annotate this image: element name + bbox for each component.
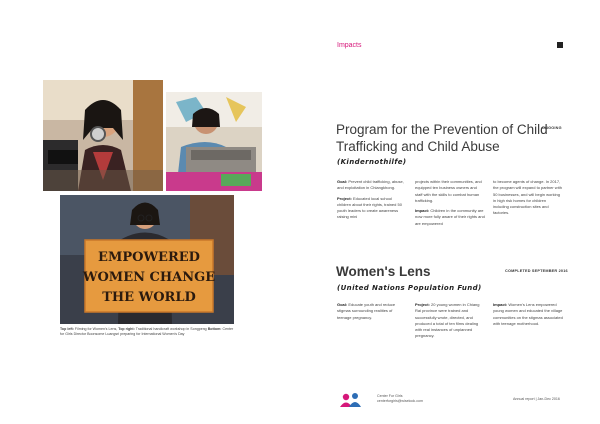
program1-col-1 <box>337 179 407 231</box>
sign-line-1: EMPOWERED <box>98 250 200 265</box>
caption-top-left-label: Top left: <box>60 327 74 331</box>
photo-caption <box>60 327 235 337</box>
goal-text: Educate youth and reduce stigmas surrounding realities of teenage pregnancy. <box>337 302 396 320</box>
impact-label: Impact: <box>493 302 508 307</box>
impact-label: Impact: <box>415 208 430 214</box>
status-badge-completed: COMPLETED SEPTEMBER 2016 <box>505 269 568 273</box>
program1-col-2 <box>415 179 485 231</box>
program2-col-3 <box>493 302 563 344</box>
project-text: 20 young women in Chiang Rai province were trained and successfully wrote, directed, and produced a total of ten films dealing with real instances of unplanned pregnancy. <box>415 302 480 339</box>
program-sponsor-kindernothilfe: (Kindernothilfe) <box>337 158 407 166</box>
program2-col-1 <box>337 302 407 344</box>
caption-bottom-label: Bottom: <box>207 327 222 331</box>
project-text: Educated local school children about their rights, trained 50 youth leaders to create awareness raising mini <box>337 195 402 220</box>
sign-line-2: WOMEN CHANGE <box>82 270 216 285</box>
goal-text: Prevent child trafficking, abuse, and exploitation in Chiangkhong. <box>337 179 404 191</box>
impact-text: Children in the community are now more fully aware of their rights and are empowered <box>415 208 485 226</box>
project-label: Project: <box>415 302 430 307</box>
caption-top-left-text: Filming for Women's Lens, <box>73 327 119 331</box>
project-text-continued: projects within their communities, and equipped ten business owners and staff with the skills to combat human trafficking. <box>415 179 482 203</box>
footer-report-label: Annual report | Jan-Dec 2016 <box>513 397 560 401</box>
photo-empowered-women-sign <box>60 195 234 324</box>
center-for-girls-logo <box>337 391 365 409</box>
project-label: Project: <box>337 195 352 201</box>
program-title-trafficking: Program for the Prevention of Child Trafficking and Child Abuse <box>336 122 548 154</box>
program2-col-2 <box>415 302 485 344</box>
caption-top-right-label: Top right: <box>118 327 135 331</box>
photo-handicraft-workshop <box>166 92 262 191</box>
caption-bottom-text: Center for Girls Director Boonsome Luangsri preparing for International Women's Day <box>60 327 234 336</box>
goal-label: Goal: <box>337 302 348 307</box>
program-title-womens-lens: Women's Lens <box>336 264 431 279</box>
program1-columns <box>337 179 563 231</box>
caption-top-right-text: Traditional handicraft workshop in Songpeng <box>134 327 207 331</box>
footer-org-email[interactable]: centerforgirls@wiselook.com <box>377 399 423 403</box>
program-sponsor-unfpa: (United Nations Population Fund) <box>337 284 482 292</box>
impact-text: Women's Lens empowered young women and educated the village communities on the stigmas associated with teenage motherhood. <box>493 302 563 326</box>
corner-square-icon <box>557 42 563 48</box>
impact-text-continued: to become agents of change. In 2017, the program will expand to partner with 50 businesses, and will begin working in high risk homes for children including construction sites and factories. <box>493 179 562 216</box>
goal-label: Goal: <box>337 179 348 184</box>
footer-org-name: Center For Girls <box>377 394 403 398</box>
section-label: Impacts <box>337 42 362 49</box>
status-badge-ongoing: ONGOING <box>542 126 562 130</box>
program1-col-3 <box>493 179 563 231</box>
program2-columns <box>337 302 563 344</box>
photo-filming <box>43 80 163 191</box>
footer-org-info <box>377 394 423 404</box>
sign-line-3: THE WORLD <box>102 290 196 305</box>
